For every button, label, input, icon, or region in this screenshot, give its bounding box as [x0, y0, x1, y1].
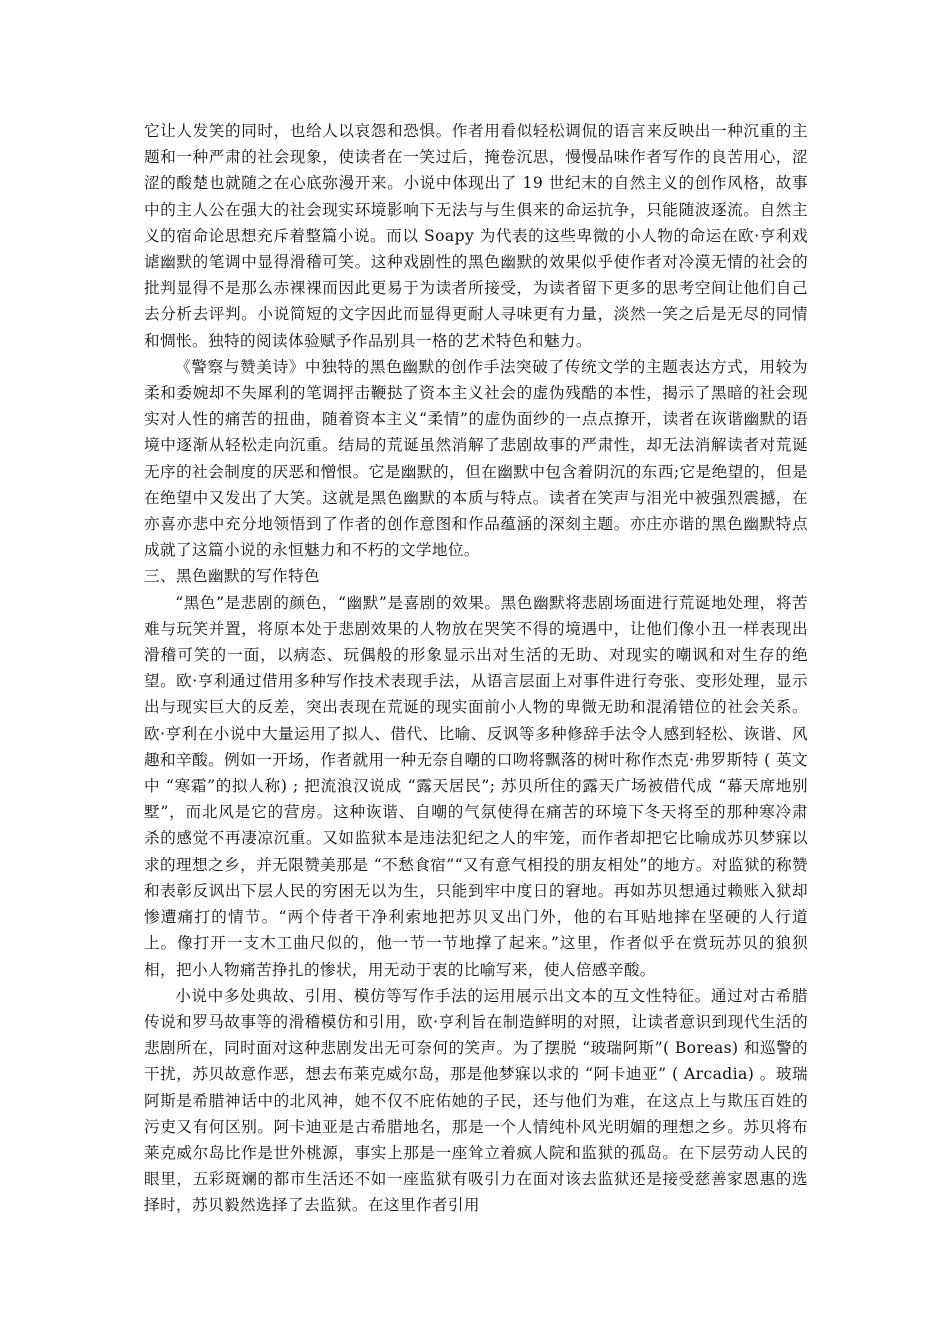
section-heading: 三、黑色幽默的写作特色	[144, 567, 320, 586]
paragraph-1: 它让人发笑的同时，也给人以哀怨和恐惧。作者用看似轻松调侃的语言来反映出一种沉重的主题和一种严肃的社会现象，使读者在一笑过后，掩卷沉思，慢慢品味作者写作的良苦用心，涩涩的酸楚也就随之在心底弥漫开来。小说中体现出了 19 世纪末的自然主义的创作风格，故事中的主人公在强大的社会现实环境影响下无法与与生俱来的命运抗争，只能随波逐流。自然主义的宿命论思想充斥着整篇小说。而以 Soapy 为代表的这些卑微的小人物的命运在欧·亨利戏谑幽默的笔调中显得滑稽可笑。这种戏剧性的黑色幽默的效果似乎使作者对冷漠无情的社会的批判显得不是那么赤裸裸而因此更易于为读者所接受，为读者留下更多的思考空间让他们自己去分析去评判。小说简短的文字因此而显得更耐人寻味更有力量，淡然一笑之后是无尽的同情和惆怅。独特的阅读体验赋予作品别具一格的艺术特色和魅力。	[144, 122, 808, 350]
document-body	[144, 118, 808, 1219]
paragraph-3: “黑色”是悲剧的颜色，“幽默”是喜剧的效果。黑色幽默将悲剧场面进行荒诞地处理，将苦难与玩笑并置，将原本处于悲剧效果的人物放在哭笑不得的境遇中，让他们像小丑一样表现出滑稽可笑的一面，以病态、玩偶般的形象显示出对生活的无助、对现实的嘲讽和对生存的绝望。欧·亨利通过借用多种写作技术表现手法，从语言层面上对事件进行夸张、变形处理，显示出与现实巨大的反差，突出表现在荒诞的现实面前小人物的卑微无助和混淆错位的社会关系。欧·亨利在小说中大量运用了拟人、借代、比喻、反讽等多种修辞手法令人感到轻松、诙谐、风趣和辛酸。例如一开场，作者就用一种无奈自嘲的口吻将飘落的树叶称作杰克·弗罗斯特 ( 英文中 “寒霜”的拟人称) ; 把流浪汉说成 “露天居民”; 苏贝所住的露天广场被借代成 “幕天席地别墅”，而北风是它的营房。这种诙谐、自嘲的气氛使得在痛苦的环境下冬天将至的那种寒冷肃杀的感觉不再凄凉沉重。又如监狱本是违法犯纪之人的牢笼，而作者却把它比喻成苏贝梦寐以求的理想之乡，并无限赞美那是 “不愁食宿”“又有意气相投的朋友相处”的地方。对监狱的称赞和表彰反讽出下层人民的穷困无以为生，只能到牢中度日的窘地。再如苏贝想通过赖账入狱却惨遭痛打的情节。“两个侍者干净利索地把苏贝叉出门外，他的右耳贴地摔在坚硬的人行道上。像打开一支木工曲尺似的，他一节一节地撑了起来。”这里，作者似乎在赏玩苏贝的狼狈相，把小人物痛苦挣扎的惨状，用无动于衷的比喻写来，使人倍感辛酸。	[144, 593, 808, 979]
paragraph-2: 《警察与赞美诗》中独特的黑色幽默的创作手法突破了传统文学的主题表达方式，用较为柔和委婉却不失犀利的笔调抨击鞭挞了资本主义社会的虚伪残酷的本性，揭示了黑暗的社会现实对人性的痛苦的扭曲，随着资本主义“柔情”的虚伪面纱的一点点撩开，读者在诙谐幽默的语境中逐渐从轻松走向沉重。结局的荒诞虽然消解了悲剧故事的严肃性，却无法消解读者对荒诞无序的社会制度的厌恶和憎恨。它是幽默的，但在幽默中包含着阴沉的东西;它是绝望的，但是在绝望中又发出了大笑。这就是黑色幽默的本质与特点。读者在笑声与泪光中被强烈震撼，在亦喜亦悲中充分地领悟到了作者的创作意图和作品蕴涵的深刻主题。亦庄亦谐的黑色幽默特点成就了这篇小说的永恒魅力和不朽的文学地位。	[144, 357, 808, 560]
paragraph-4: 小说中多处典故、引用、模仿等写作手法的运用展示出文本的互文性特征。通过对古希腊传说和罗马故事等的滑稽模仿和引用，欧·亨利旨在制造鲜明的对照，让读者意识到现代生活的悲剧所在，同时面对这种悲剧发出无可奈何的笑声。为了摆脱 “玻瑞阿斯”( Boreas) 和巡警的干扰，苏贝故意作恶，想去布莱克威尔岛，那是他梦寐以求的 “阿卡迪亚” ( Arcadia) 。玻瑞阿斯是希腊神话中的北风神，她不仅不庇佑她的子民，还与他们为难，在这点上与欺压百姓的污吏又有何区别。阿卡迪亚是古希腊地名，那是一个人情纯朴风光明媚的理想之乡。苏贝将布莱克威尔岛比作是世外桃源，事实上那是一座耸立着疯人院和监狱的孤岛。在下层劳动人民的眼里，五彩斑斓的都市生活还不如一座监狱有吸引力在面对该去监狱还是接受慈善家恩惠的选择时，苏贝毅然选择了去监狱。在这里作者引用	[144, 986, 808, 1215]
